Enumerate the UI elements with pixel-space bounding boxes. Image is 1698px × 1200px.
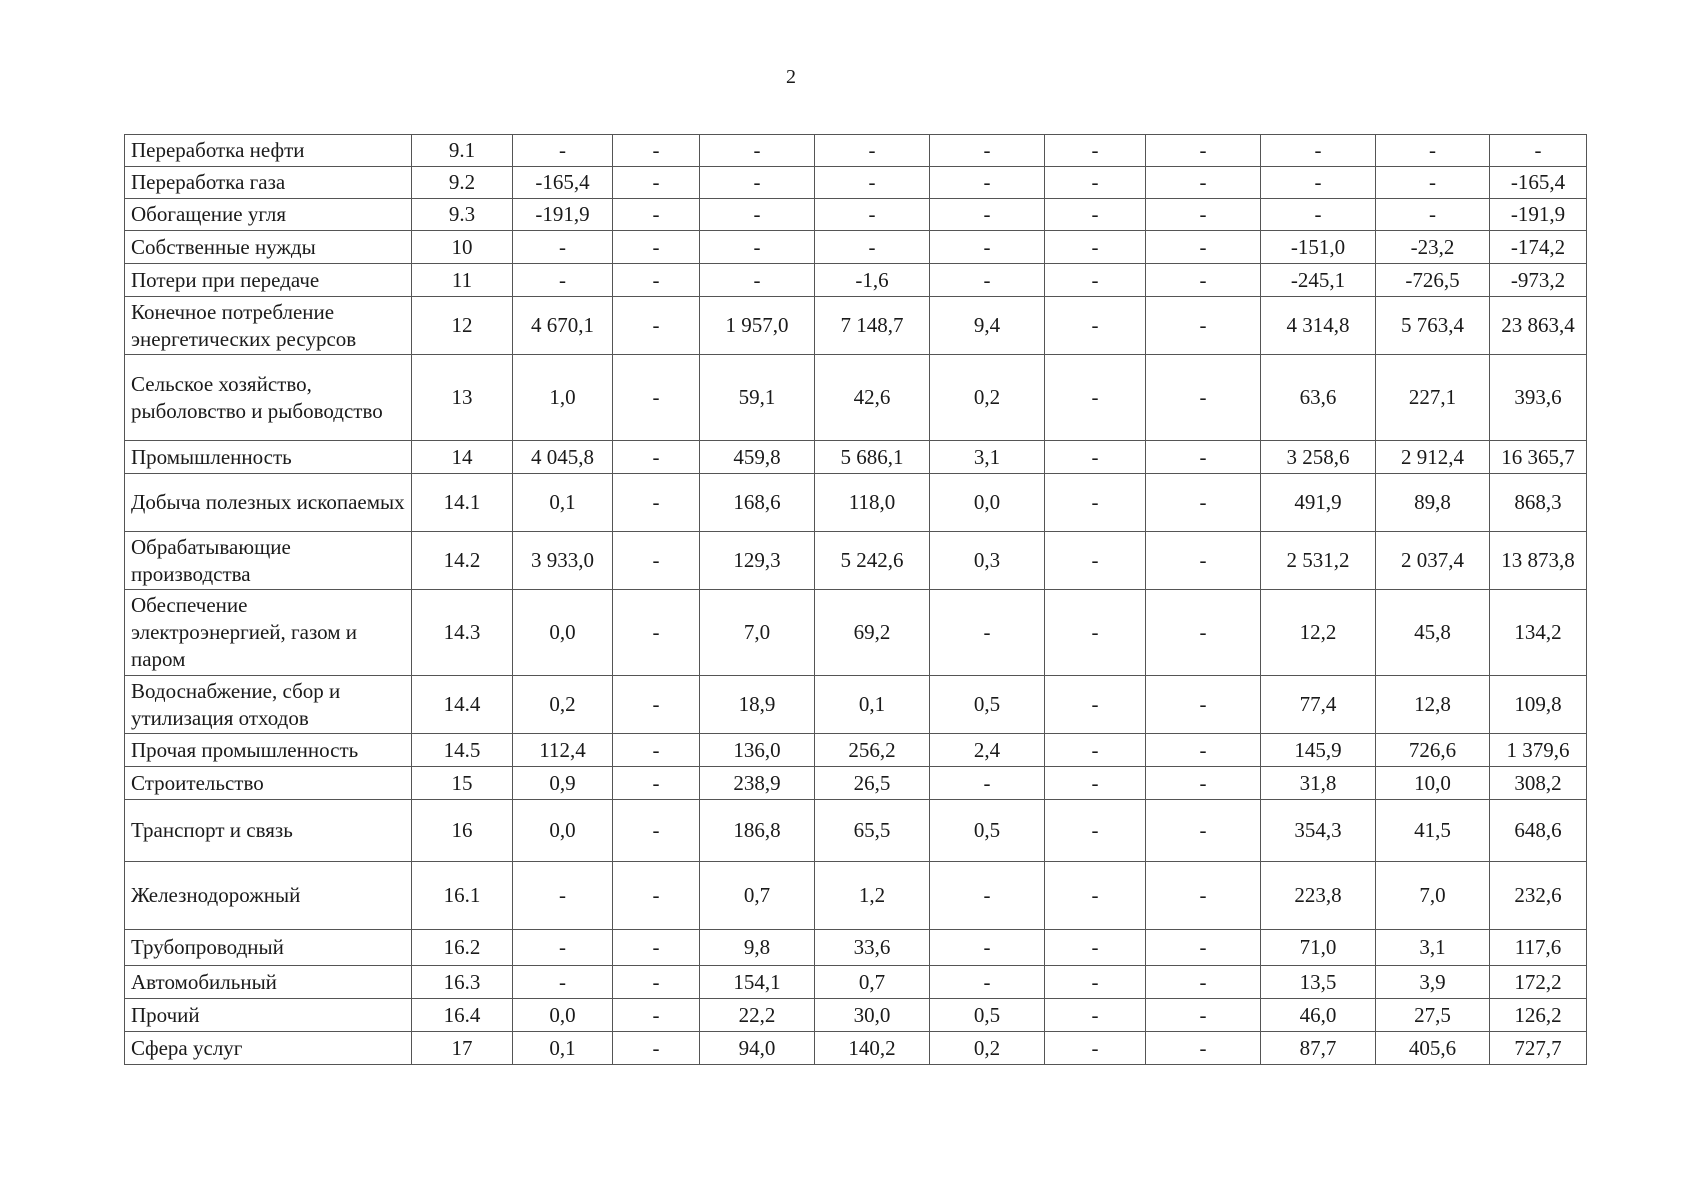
row-code-cell: 14 [412,441,513,474]
value-cell: - [1146,862,1261,930]
value-cell: 0,1 [513,1032,613,1065]
value-cell: - [1261,167,1376,199]
value-cell: 118,0 [815,474,930,532]
value-cell: 140,2 [815,1032,930,1065]
value-cell: - [1045,800,1146,862]
value-cell: - [1146,532,1261,590]
value-cell: - [613,199,700,231]
table-row [125,441,1587,474]
table-row [125,231,1587,264]
value-cell: - [1146,167,1261,199]
value-cell: 0,1 [513,474,613,532]
value-cell: 256,2 [815,734,930,767]
value-cell: 136,0 [700,734,815,767]
value-cell: - [1146,767,1261,800]
value-cell: 26,5 [815,767,930,800]
value-cell: - [513,264,613,297]
value-cell: - [1146,734,1261,767]
value-cell: 1 957,0 [700,297,815,355]
value-cell: 59,1 [700,355,815,441]
value-cell: - [513,862,613,930]
value-cell: 87,7 [1261,1032,1376,1065]
value-cell: 1,2 [815,862,930,930]
value-cell: - [613,966,700,999]
table-row [125,590,1587,676]
value-cell: - [1146,474,1261,532]
row-name-cell: Переработка нефти [125,135,412,167]
value-cell: 3,1 [930,441,1045,474]
row-code-cell: 15 [412,767,513,800]
row-name-cell: Сельское хозяйство, рыболовство и рыбоводство [125,355,412,441]
value-cell: - [613,355,700,441]
value-cell: - [1146,441,1261,474]
row-code-cell: 17 [412,1032,513,1065]
value-cell: 0,7 [700,862,815,930]
value-cell: -1,6 [815,264,930,297]
value-cell: - [613,532,700,590]
value-cell: - [1045,231,1146,264]
value-cell: 9,8 [700,930,815,966]
value-cell: 0,5 [930,676,1045,734]
value-cell: - [930,199,1045,231]
row-code-cell: 16.1 [412,862,513,930]
value-cell: 354,3 [1261,800,1376,862]
value-cell: 393,6 [1490,355,1587,441]
value-cell: -165,4 [513,167,613,199]
value-cell: - [1376,135,1490,167]
page-number: 2 [786,66,796,88]
value-cell: 12,8 [1376,676,1490,734]
value-cell: - [613,231,700,264]
value-cell: - [1146,199,1261,231]
value-cell: - [1146,297,1261,355]
table-row [125,999,1587,1032]
value-cell: - [930,862,1045,930]
value-cell: - [1146,1032,1261,1065]
value-cell: - [613,590,700,676]
value-cell: 13,5 [1261,966,1376,999]
value-cell: 5 763,4 [1376,297,1490,355]
row-name-cell: Строительство [125,767,412,800]
value-cell: - [613,264,700,297]
value-cell: 3,1 [1376,930,1490,966]
value-cell: 129,3 [700,532,815,590]
row-name-cell: Прочий [125,999,412,1032]
value-cell: - [700,167,815,199]
value-cell: 109,8 [1490,676,1587,734]
value-cell: 12,2 [1261,590,1376,676]
value-cell: 0,9 [513,767,613,800]
value-cell: -191,9 [513,199,613,231]
value-cell: - [613,862,700,930]
value-cell: -245,1 [1261,264,1376,297]
value-cell: - [1261,199,1376,231]
value-cell: 4 314,8 [1261,297,1376,355]
value-cell: - [1146,135,1261,167]
value-cell: - [1045,355,1146,441]
value-cell: 308,2 [1490,767,1587,800]
row-name-cell: Обеспечение электроэнергией, газом и паром [125,590,412,676]
value-cell: - [613,167,700,199]
value-cell: - [1146,231,1261,264]
value-cell: -23,2 [1376,231,1490,264]
value-cell: 23 863,4 [1490,297,1587,355]
value-cell: - [1045,264,1146,297]
row-name-cell: Обрабатывающие производства [125,532,412,590]
value-cell: - [1146,966,1261,999]
table-row [125,676,1587,734]
table-body [125,135,1587,1065]
value-cell: - [1045,676,1146,734]
value-cell: 10,0 [1376,767,1490,800]
row-code-cell: 14.2 [412,532,513,590]
value-cell: - [613,999,700,1032]
value-cell: 726,6 [1376,734,1490,767]
value-cell: 0,5 [930,999,1045,1032]
row-name-cell: Сфера услуг [125,1032,412,1065]
value-cell: 65,5 [815,800,930,862]
value-cell: 459,8 [700,441,815,474]
value-cell: 5 686,1 [815,441,930,474]
value-cell: 172,2 [1490,966,1587,999]
value-cell: - [1376,199,1490,231]
table-row [125,966,1587,999]
value-cell: 13 873,8 [1490,532,1587,590]
value-cell: - [815,199,930,231]
row-code-cell: 9.3 [412,199,513,231]
value-cell: - [613,474,700,532]
value-cell: - [513,231,613,264]
value-cell: 77,4 [1261,676,1376,734]
value-cell: - [1045,734,1146,767]
energy-balance-table [124,134,1587,1065]
value-cell: - [700,264,815,297]
value-cell: - [1261,135,1376,167]
table-row [125,930,1587,966]
value-cell: 45,8 [1376,590,1490,676]
value-cell: - [1045,930,1146,966]
value-cell: -165,4 [1490,167,1587,199]
value-cell: - [613,734,700,767]
row-name-cell: Автомобильный [125,966,412,999]
value-cell: - [930,767,1045,800]
row-name-cell: Конечное потребление энергетических ресурсов [125,297,412,355]
value-cell: - [513,930,613,966]
value-cell: - [1045,297,1146,355]
value-cell: -973,2 [1490,264,1587,297]
value-cell: 0,0 [513,800,613,862]
value-cell: 30,0 [815,999,930,1032]
value-cell: 42,6 [815,355,930,441]
value-cell: - [1146,800,1261,862]
value-cell: 2 531,2 [1261,532,1376,590]
row-code-cell: 9.2 [412,167,513,199]
value-cell: - [815,231,930,264]
value-cell: 0,0 [930,474,1045,532]
value-cell: -174,2 [1490,231,1587,264]
value-cell: 405,6 [1376,1032,1490,1065]
value-cell: - [815,135,930,167]
value-cell: - [613,676,700,734]
table-row [125,474,1587,532]
row-name-cell: Транспорт и связь [125,800,412,862]
value-cell: - [700,231,815,264]
value-cell: - [700,135,815,167]
value-cell: 31,8 [1261,767,1376,800]
value-cell: 232,6 [1490,862,1587,930]
value-cell: 112,4 [513,734,613,767]
value-cell: - [930,966,1045,999]
value-cell: 18,9 [700,676,815,734]
value-cell: 0,2 [930,1032,1045,1065]
value-cell: - [1146,676,1261,734]
value-cell: 491,9 [1261,474,1376,532]
value-cell: 0,3 [930,532,1045,590]
row-name-cell: Прочая промышленность [125,734,412,767]
value-cell: - [1045,441,1146,474]
value-cell: 7,0 [1376,862,1490,930]
value-cell: 0,7 [815,966,930,999]
value-cell: - [815,167,930,199]
row-name-cell: Трубопроводный [125,930,412,966]
table-row [125,167,1587,199]
row-code-cell: 14.5 [412,734,513,767]
value-cell: - [1045,1032,1146,1065]
value-cell: 4 045,8 [513,441,613,474]
row-code-cell: 16.3 [412,966,513,999]
value-cell: 3 933,0 [513,532,613,590]
value-cell: - [1045,966,1146,999]
value-cell: 46,0 [1261,999,1376,1032]
value-cell: 0,2 [513,676,613,734]
value-cell: - [1045,767,1146,800]
row-code-cell: 12 [412,297,513,355]
value-cell: - [613,800,700,862]
value-cell: - [1045,532,1146,590]
table-row [125,264,1587,297]
value-cell: 89,8 [1376,474,1490,532]
row-name-cell: Переработка газа [125,167,412,199]
value-cell: 5 242,6 [815,532,930,590]
value-cell: 117,6 [1490,930,1587,966]
value-cell: 16 365,7 [1490,441,1587,474]
value-cell: 2,4 [930,734,1045,767]
value-cell: 0,0 [513,590,613,676]
table-row [125,1032,1587,1065]
value-cell: - [930,167,1045,199]
table-row [125,297,1587,355]
value-cell: 145,9 [1261,734,1376,767]
value-cell: 33,6 [815,930,930,966]
value-cell: 71,0 [1261,930,1376,966]
value-cell: 2 912,4 [1376,441,1490,474]
value-cell: 648,6 [1490,800,1587,862]
value-cell: 223,8 [1261,862,1376,930]
value-cell: - [930,135,1045,167]
table-row [125,734,1587,767]
row-name-cell: Промышленность [125,441,412,474]
value-cell: - [1146,590,1261,676]
value-cell: 22,2 [700,999,815,1032]
value-cell: - [613,930,700,966]
value-cell: -726,5 [1376,264,1490,297]
row-name-cell: Потери при передаче [125,264,412,297]
value-cell: 727,7 [1490,1032,1587,1065]
row-name-cell: Обогащение угля [125,199,412,231]
row-code-cell: 14.1 [412,474,513,532]
table-row [125,800,1587,862]
value-cell: - [700,199,815,231]
value-cell: 41,5 [1376,800,1490,862]
value-cell: 3,9 [1376,966,1490,999]
value-cell: 4 670,1 [513,297,613,355]
value-cell: - [930,930,1045,966]
row-code-cell: 16 [412,800,513,862]
value-cell: - [1045,474,1146,532]
value-cell: - [513,135,613,167]
value-cell: 3 258,6 [1261,441,1376,474]
row-code-cell: 14.3 [412,590,513,676]
value-cell: - [1146,930,1261,966]
row-code-cell: 11 [412,264,513,297]
value-cell: - [930,231,1045,264]
value-cell: 126,2 [1490,999,1587,1032]
value-cell: - [1045,167,1146,199]
table-row [125,355,1587,441]
value-cell: 0,5 [930,800,1045,862]
value-cell: 186,8 [700,800,815,862]
value-cell: - [1146,264,1261,297]
row-code-cell: 10 [412,231,513,264]
row-name-cell: Добыча полезных ископаемых [125,474,412,532]
value-cell: 238,9 [700,767,815,800]
value-cell: - [1045,862,1146,930]
value-cell: -151,0 [1261,231,1376,264]
value-cell: 868,3 [1490,474,1587,532]
table-row [125,862,1587,930]
value-cell: 27,5 [1376,999,1490,1032]
value-cell: - [513,966,613,999]
value-cell: - [1045,199,1146,231]
value-cell: 2 037,4 [1376,532,1490,590]
row-code-cell: 16.4 [412,999,513,1032]
value-cell: - [1045,590,1146,676]
value-cell: - [1045,135,1146,167]
table-row [125,199,1587,231]
row-code-cell: 14.4 [412,676,513,734]
value-cell: - [1045,999,1146,1032]
row-name-cell: Собственные нужды [125,231,412,264]
row-code-cell: 9.1 [412,135,513,167]
value-cell: - [930,590,1045,676]
value-cell: 168,6 [700,474,815,532]
value-cell: - [613,441,700,474]
value-cell: -191,9 [1490,199,1587,231]
row-code-cell: 16.2 [412,930,513,966]
row-name-cell: Железнодорожный [125,862,412,930]
value-cell: - [613,767,700,800]
value-cell: 134,2 [1490,590,1587,676]
value-cell: - [930,264,1045,297]
table-row [125,767,1587,800]
value-cell: 7 148,7 [815,297,930,355]
value-cell: 69,2 [815,590,930,676]
value-cell: 0,0 [513,999,613,1032]
value-cell: 154,1 [700,966,815,999]
value-cell: 9,4 [930,297,1045,355]
value-cell: - [613,1032,700,1065]
value-cell: - [613,297,700,355]
value-cell: 7,0 [700,590,815,676]
value-cell: - [1146,999,1261,1032]
value-cell: 1,0 [513,355,613,441]
value-cell: 227,1 [1376,355,1490,441]
value-cell: 94,0 [700,1032,815,1065]
value-cell: 0,2 [930,355,1045,441]
value-cell: - [1146,355,1261,441]
value-cell: 0,1 [815,676,930,734]
value-cell: - [1376,167,1490,199]
row-name-cell: Водоснабжение, сбор и утилизация отходов [125,676,412,734]
value-cell: 1 379,6 [1490,734,1587,767]
row-code-cell: 13 [412,355,513,441]
table-row [125,135,1587,167]
value-cell: 63,6 [1261,355,1376,441]
value-cell: - [1490,135,1587,167]
value-cell: - [613,135,700,167]
table-row [125,532,1587,590]
